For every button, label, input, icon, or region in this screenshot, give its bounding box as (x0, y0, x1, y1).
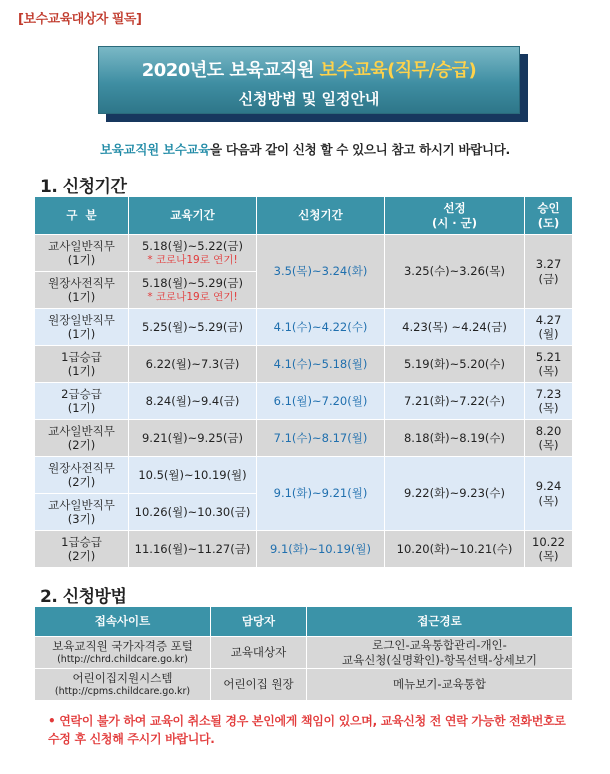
row-approve: 9.24 (목) (525, 457, 573, 531)
site-name: 보육교직원 국가자격증 포털 (52, 639, 193, 654)
banner-title-highlight: 보수교육(직무/승급) (319, 60, 477, 81)
table-row (35, 346, 573, 383)
title-banner (98, 46, 528, 122)
intro-rest: 을 다음과 같이 신청 할 수 있으니 참고 하시기 바랍니다. (210, 142, 510, 157)
row-type: 원장사전직무 (1기) (35, 272, 129, 309)
row-approve: 7.23 (목) (525, 383, 573, 420)
row-approve: 8.20 (목) (525, 420, 573, 457)
banner-title (99, 56, 519, 82)
table-row (35, 309, 573, 346)
path-cell: 로그인-교육통합관리-개인- 교육신청(실명확인)-항목선택-상세보기 (307, 637, 573, 669)
row-select: 3.25(수)~3.26(목) (385, 235, 525, 309)
edu-period: 5.18(월)~5.22(금) (141, 239, 243, 254)
row-apply: 3.5(목)~3.24(화) (257, 235, 385, 309)
path-cell: 메뉴보기-교육통합 (307, 669, 573, 701)
row-approve: 4.27 (월) (525, 309, 573, 346)
warning-note: • 연락이 불가 하여 교육이 취소될 경우 본인에게 책임이 있으며, 교육신청 전 연락 가능한 전화번호로 수정 후 신청해 주시기 바랍니다. (48, 714, 566, 746)
section2-title: 2. 신청방법 (40, 587, 127, 607)
header-edu-period: 교육기간 (129, 197, 257, 235)
section1-title: 1. 신청기간 (40, 177, 127, 197)
row-approve: 10.22 (목) (525, 531, 573, 568)
site-url[interactable]: (http://cpms.childcare.go.kr) (54, 685, 191, 697)
site-name: 어린이집지원시스템 (72, 671, 173, 686)
site-cell (35, 669, 211, 701)
banner-title-pre: 2020년도 보육교직원 (141, 60, 320, 81)
row-apply: 9.1(화)~10.19(월) (257, 531, 385, 568)
row-type: 원장사전직무 (2기) (35, 457, 129, 494)
postponed-note: * 코로나19로 연기! (147, 253, 238, 266)
header-category: 구 분 (35, 197, 129, 235)
row-edu: 10.26(월)~10.30(금) (129, 494, 257, 531)
banner-subtitle: 신청방법 및 일정안내 (238, 90, 380, 108)
table-row (35, 669, 573, 701)
site-url[interactable]: (http://chrd.childcare.go.kr) (57, 653, 188, 665)
row-edu: 6.22(월)~7.3(금) (129, 346, 257, 383)
row-edu (129, 272, 257, 309)
row-type: 1급승급 (2기) (35, 531, 129, 568)
row-approve: 5.21 (목) (525, 346, 573, 383)
site-cell (35, 637, 211, 669)
row-type: 2급승급 (1기) (35, 383, 129, 420)
table-row (35, 531, 573, 568)
table-row (35, 457, 573, 494)
table-row (35, 383, 573, 420)
table-row (35, 420, 573, 457)
table-row (35, 637, 573, 669)
row-type: 교사일반직무 (3기) (35, 494, 129, 531)
row-select: 4.23(목) ~4.24(금) (385, 309, 525, 346)
row-approve: 3.27 (금) (525, 235, 573, 309)
row-type: 1급승급 (1기) (35, 346, 129, 383)
person-cell: 교육대상자 (211, 637, 307, 669)
row-select: 10.20(화)~10.21(수) (385, 531, 525, 568)
row-select: 8.18(화)~8.19(수) (385, 420, 525, 457)
table-row (35, 235, 573, 272)
row-apply: 6.1(월)~7.20(월) (257, 383, 385, 420)
row-edu: 9.21(월)~9.25(금) (129, 420, 257, 457)
person-cell: 어린이집 원장 (211, 669, 307, 701)
row-edu: 5.25(월)~5.29(금) (129, 309, 257, 346)
header-site: 접속사이트 (35, 607, 211, 637)
header-apply-period: 신청기간 (257, 197, 385, 235)
postponed-note: * 코로나19로 연기! (147, 290, 238, 303)
header-person: 담당자 (211, 607, 307, 637)
row-edu: 10.5(월)~10.19(월) (129, 457, 257, 494)
method-header-row (35, 607, 573, 637)
required-reading-tag: [보수교육대상자 필독] (18, 12, 142, 27)
row-edu: 11.16(월)~11.27(금) (129, 531, 257, 568)
header-path: 접근경로 (307, 607, 573, 637)
row-select: 7.21(화)~7.22(수) (385, 383, 525, 420)
method-table (34, 606, 573, 701)
schedule-table (34, 196, 573, 568)
row-type: 원장일반직무 (1기) (35, 309, 129, 346)
banner-box (98, 46, 520, 114)
row-apply: 4.1(수)~5.18(월) (257, 346, 385, 383)
row-apply: 9.1(화)~9.21(월) (257, 457, 385, 531)
intro-text (0, 140, 610, 158)
row-edu (129, 235, 257, 272)
row-select: 5.19(화)~5.20(수) (385, 346, 525, 383)
row-apply: 7.1(수)~8.17(월) (257, 420, 385, 457)
row-type: 교사일반직무 (1기) (35, 235, 129, 272)
row-select: 9.22(화)~9.23(수) (385, 457, 525, 531)
intro-highlight: 보육교직원 보수교육 (100, 142, 211, 157)
header-approval: 승인 (도) (525, 197, 573, 235)
row-type: 교사일반직무 (2기) (35, 420, 129, 457)
row-apply: 4.1(수)~4.22(수) (257, 309, 385, 346)
edu-period: 5.18(월)~5.29(금) (141, 276, 243, 291)
schedule-header-row (35, 197, 573, 235)
header-selection: 선정 (시 · 군) (385, 197, 525, 235)
row-edu: 8.24(월)~9.4(금) (129, 383, 257, 420)
